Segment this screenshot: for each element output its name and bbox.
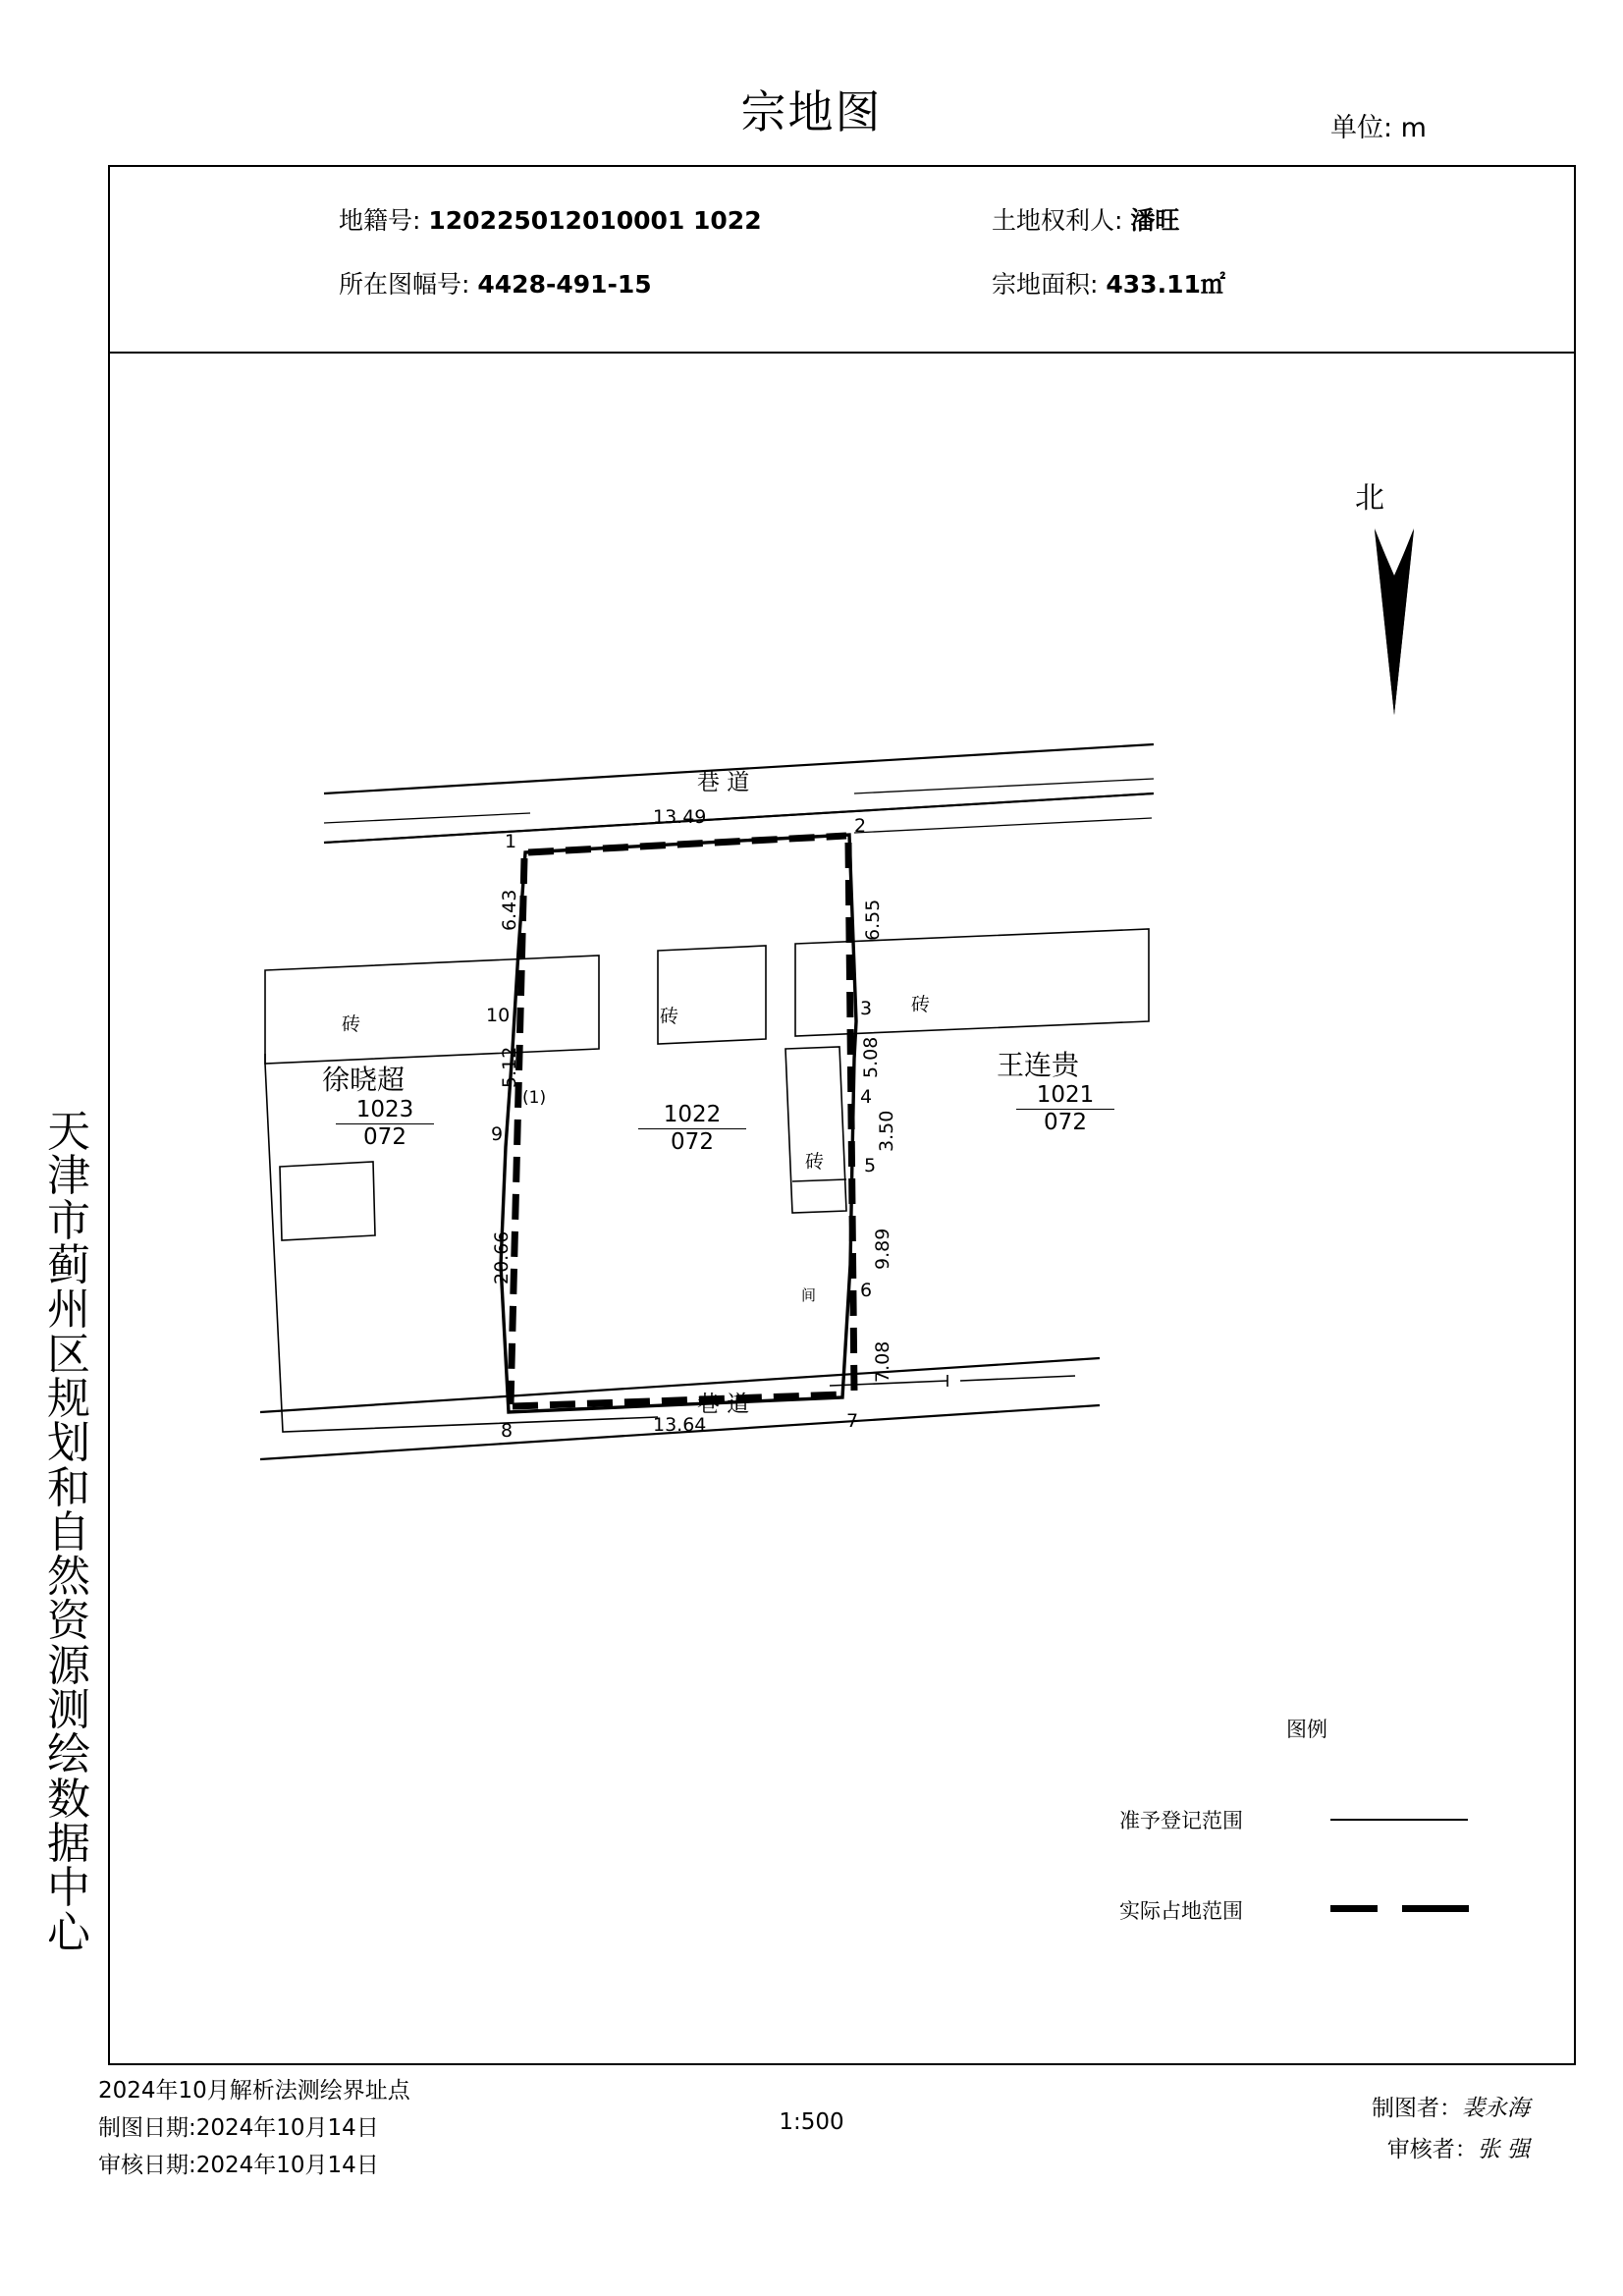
footer-draw-date-label: 制图日期: xyxy=(98,2115,196,2141)
legend-label-registered: 准予登记范围 xyxy=(1119,1809,1243,1832)
land-owner-value: 潘旺 xyxy=(1130,206,1180,235)
footer-drafter-row xyxy=(1372,2090,1530,2122)
point-10: 10 xyxy=(486,1005,511,1026)
building-mark-5: 间 xyxy=(801,1286,817,1304)
sheet-number-label: 所在图幅号: xyxy=(339,270,470,299)
point-1: 1 xyxy=(505,831,517,852)
road-bottom xyxy=(260,1358,1100,1459)
footer-check-date-value: 2024年10月14日 xyxy=(195,2153,379,2178)
footer-reviewer-label: 审核者： xyxy=(1386,2137,1478,2162)
neighbor-left-name: 徐晓超 xyxy=(322,1064,406,1096)
parcel-area-unit: ㎡ xyxy=(1200,270,1225,299)
page-title: 宗地图 xyxy=(740,85,883,138)
point-7: 7 xyxy=(846,1410,859,1432)
parcel-area-label: 宗地面积: xyxy=(992,270,1099,299)
building-mark-4: 砖 xyxy=(805,1151,825,1173)
parcel-number-denominator: 072 xyxy=(671,1128,714,1155)
neighbor-structures xyxy=(265,929,1149,1432)
neighbor-left-denominator: 072 xyxy=(363,1123,406,1150)
agency-vertical-text: 天津市蓟州区规划和自然资源测绘数据中心 xyxy=(47,1107,90,1958)
point-4: 4 xyxy=(860,1086,873,1108)
building-mark-3: 砖 xyxy=(911,994,931,1015)
neighbor-left-fraction xyxy=(336,1098,434,1151)
footer-scale: 1:500 xyxy=(779,2109,844,2135)
footer-reviewer-row xyxy=(1387,2131,1530,2163)
road-top-label: 巷 道 xyxy=(697,770,750,795)
edge-length-left-upper: 6.43 xyxy=(499,889,520,931)
neighbor-right-fraction xyxy=(1016,1083,1114,1136)
unit-label: 单位: m xyxy=(1330,113,1427,143)
legend-symbol-solid-line xyxy=(1330,1819,1468,1821)
footer-check-date-row xyxy=(98,2147,379,2179)
neighbor-right-name: 王连贵 xyxy=(997,1049,1080,1081)
neighbor-right-denominator: 072 xyxy=(1044,1109,1087,1135)
point-3: 3 xyxy=(860,998,873,1019)
north-arrow xyxy=(1375,528,1414,715)
building-mark-2: 砖 xyxy=(660,1006,679,1027)
footer-drafter-label: 制图者： xyxy=(1372,2096,1462,2121)
parcel-number-numerator: 1022 xyxy=(638,1103,746,1129)
parcel-number-fraction xyxy=(638,1103,746,1156)
legend-symbol-dash-2 xyxy=(1402,1905,1469,1912)
road-bottom-label: 巷 道 xyxy=(697,1392,750,1417)
footer-draw-date-value: 2024年10月14日 xyxy=(195,2115,379,2141)
point-2: 2 xyxy=(854,815,867,837)
building-mark-1: 砖 xyxy=(342,1013,361,1035)
land-owner-label: 土地权利人: xyxy=(992,206,1123,235)
north-label: 北 xyxy=(1355,481,1384,516)
footer-note: 2024年10月解析法测绘界址点 xyxy=(98,2078,410,2104)
cadastral-number-value: 120225012010001 1022 xyxy=(428,206,762,235)
edge-length-right-1: 6.55 xyxy=(862,899,884,941)
footer-check-date-label: 审核日期: xyxy=(98,2153,196,2178)
edge-length-right-2: 5.08 xyxy=(860,1036,882,1078)
footer-reviewer-value: 张 强 xyxy=(1477,2137,1530,2162)
point-8: 8 xyxy=(501,1420,514,1442)
edge-length-top: 13.49 xyxy=(653,806,707,828)
parcel-map xyxy=(108,165,1576,2065)
parcel-map-svg xyxy=(108,165,1576,2065)
point-5: 5 xyxy=(864,1155,877,1176)
edge-length-right-5: 7.08 xyxy=(872,1340,893,1383)
point-1-prime: (1) xyxy=(522,1088,547,1108)
edge-length-left-lower: 20.66 xyxy=(491,1230,513,1285)
legend-label-occupied: 实际占地范围 xyxy=(1119,1899,1243,1923)
footer-drafter-value: 裴永海 xyxy=(1462,2096,1530,2121)
cadastral-number-label: 地籍号: xyxy=(339,206,421,235)
neighbor-left-numerator: 1023 xyxy=(336,1098,434,1124)
edge-length-right-4: 9.89 xyxy=(872,1228,893,1270)
edge-length-bottom: 13.64 xyxy=(653,1414,707,1436)
point-9: 9 xyxy=(491,1123,504,1145)
edge-length-right-3: 3.50 xyxy=(876,1110,897,1152)
road-top-edge2 xyxy=(324,793,1154,843)
legend-symbol-dash-1 xyxy=(1330,1905,1378,1912)
parcel-area-value: 433.11 xyxy=(1106,270,1201,299)
edge-length-left-mid: 5.12 xyxy=(499,1046,520,1088)
sheet-number-value: 4428-491-15 xyxy=(477,270,652,299)
neighbor-right-numerator: 1021 xyxy=(1016,1083,1114,1110)
legend-title: 图例 xyxy=(1286,1718,1327,1741)
point-6: 6 xyxy=(860,1280,873,1301)
